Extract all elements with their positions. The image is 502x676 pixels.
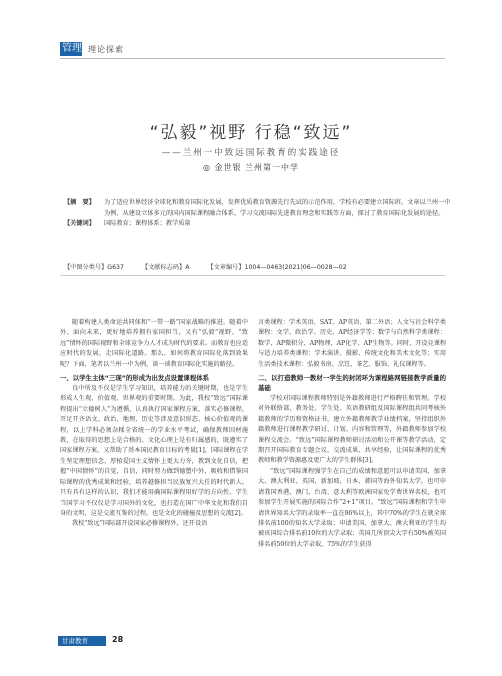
summary-text: 为了适应世界经济全球化和教育国际化发展，发挥优质教育资源先行先试的示范作用，学校有必要建立国际班。文章以兰州一中为例，从建设立体多元的国内国际课程融合体系、学习交流国际先进教育理念和实践等方面，探讨了教育国际化发展的途径。	[104, 199, 451, 217]
paragraph: 学校对国际课程教师特别是外籍教师进行严格聘任和管理。学校对外联络部、教务处、学生处、英语教研组及国际课程组共同考核外籍教师的学历和资格证书，建立外籍教师教学业绩档案，坚持组织外籍教师进行课程教学研讨、计划、内容和管理等，外籍教师参加学校课程交流会。“致远”国际课程教师研讨活动和公开课等教学活动，定期召开国际教育专题会议，交流成果、共享经验，让国际课程的优秀教师和教学资源惠及更广大的学生群体[3]。	[258, 395, 446, 465]
keywords-label: 【关键词】	[64, 220, 95, 227]
paragraph: 良中所及不仅是学生学习知识，培养能力的关键时期，也是学生形成人生观、价值观、世界观的重要时期。为此，我校“致远”国际课程提出“立德树人”为遵循，认真执行国家课程方案，落实必修课程，开足开齐语文、政治、地理、历史等涉及意识形态、核心价值观的课程，以上学科必须杂糅全省统一的学业水平考试，确保教师因材施教，在取得的思想上是合格的、文化心理上是有归属感的，既遵实了国家课程方案，又帮助了基本国民教育目标的考量[1]，国际课程在学生坚定理想信念、厚植爱国主义情怀上更大力夯，教到文化自信，把握“中国情怀”的自觉，自信，同时努力做到德塑中外，吸收和借鉴国际课程的优秀成果和经验，培养越修担当民族复兴大任的时代新人。只有具有这样的认识，我们才能用确国际课程用好学的方向性。学生当国学习不仅仅是学习国外的文化，也打造在国广中华文化和我们自身的文明，这是交流互鉴的过程，也是文化的碰撞及思想的交流[2]。	[60, 385, 248, 517]
paragraph: “致远”国际课程强学生在自己的成绩和意愿可以申请美国、加拿大、澳大利亚、英国、新加坡、日本、韩国等海外知名大学，也可申请我国香港、澳门、台湾、意大利等欧洲国家免学费世界名校，也可参加学生开展实施的国际合作“2+1”项目。“致远”国际课程和学生申请世界知名大学的录取率一直在96%以上，其中70%的学生在就全球排名前100的知名大学录取；申请美国、加拿大、澳大利亚的学生均被该国综合排名前10位的大学录取；英国几所顶尖大学有50%被英国排名前50位的大学录取，75%的学生获得	[258, 467, 446, 548]
paragraph: 言类课程：学术英语、SAT、AP英语、第二外语；人文与社会科学类课程：文学、政治学、历史、AP经济学等；数学与自然科学类课程：数学、AP微积分、AP物理、AP化学、AP生物等。同时，开设竞课程与适力培养类课程：学术演讲、摄影、传统文化和美术文化等；实用生活类技术课程：弘毅书房、烹饪、茶艺、服饰、礼仪课程等。	[258, 319, 446, 368]
section-heading: 二、以打造教师一教材一学生的封闭环为课程路网链接教学质量的基础	[258, 374, 446, 393]
clc-number: 【中图分类号】G637	[64, 264, 124, 271]
article-title: “弘毅”视野 行稳“致远”	[149, 123, 353, 143]
header-divider	[60, 58, 445, 59]
body-column-right	[258, 318, 446, 550]
document-code: 【文献标志码】A	[141, 264, 190, 271]
paragraph: 随着构建人类命运共同体和“一带一路”国家战略的推进，随着中外、面向未来，更好地培养拥有家国担当，又有“弘毅”视野、“致远”情怀的国际视野和全球竞争力人才成为时代的要求。而教育也应适应时代的发展，走国际化道路。那么，如何将教育国际化落到效果呢？下面，笔者以兰州一中为例，谈一谈教育国际化实施的路径。	[60, 319, 248, 368]
author-line: ◎ 金世银 兰州第一中学	[202, 163, 300, 172]
abstract-block	[64, 198, 456, 230]
section-heading: 一、以学生主体“三现”的形成为出发点设置课程体系	[60, 374, 209, 383]
page-number: 28	[112, 635, 124, 644]
journal-name: 甘肃教育	[62, 637, 88, 645]
article-meta	[64, 262, 456, 271]
article-number: 【文章编号】1004—0463(2021)06—0028—02	[207, 264, 347, 271]
article-subtitle: ——兰州一中致远国际教育的实践途径	[161, 148, 341, 158]
section-tag: 管理	[62, 43, 82, 54]
meta-divider	[60, 275, 445, 276]
keywords-text: 国际教育；课程体系；教学质量	[104, 220, 191, 227]
paragraph: 我校“致远”国际部开设国家必修课程外，还开设语	[72, 520, 208, 528]
abstract-keywords	[64, 219, 456, 230]
summary-label: 【摘 要】	[64, 199, 95, 206]
section-name: 理论探索	[88, 45, 124, 54]
abstract-summary	[64, 198, 456, 219]
body-column-left	[60, 318, 248, 530]
